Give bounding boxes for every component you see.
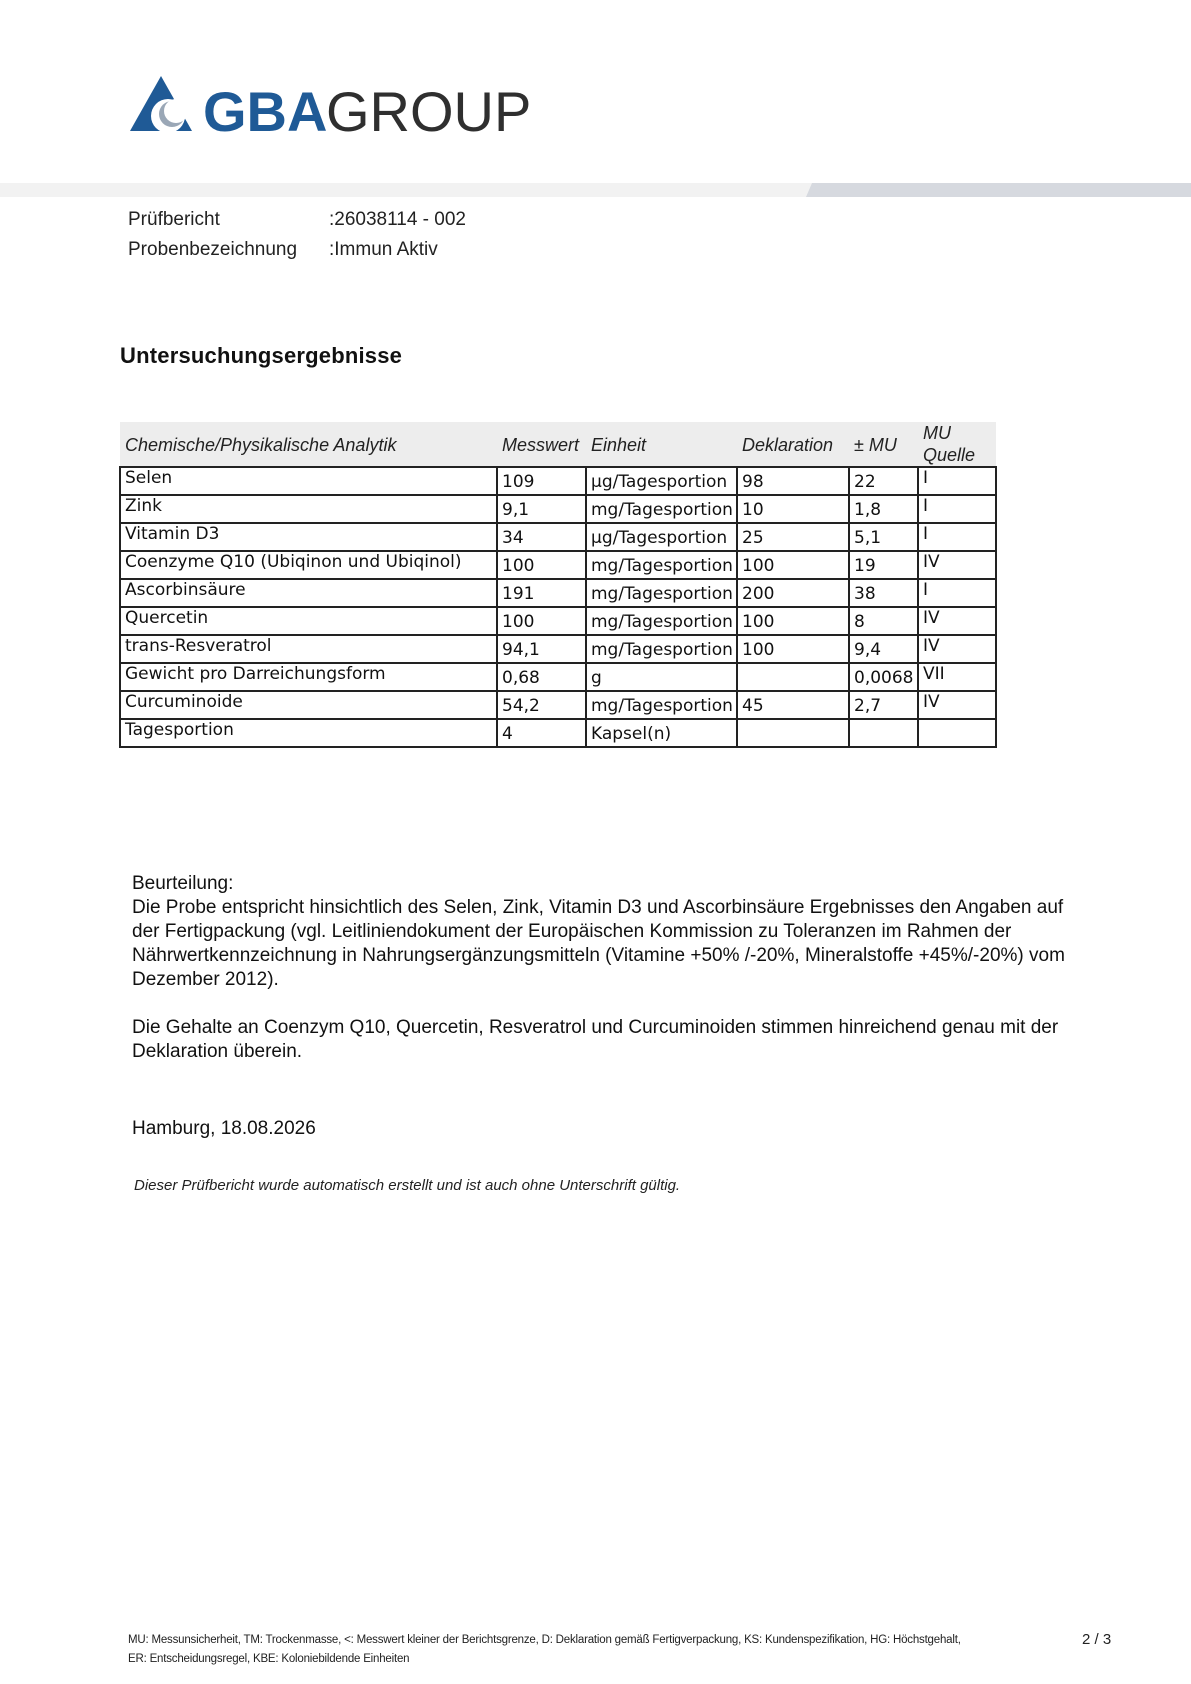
cell-mu-text: 38 (854, 584, 876, 604)
cell-parameter-text: trans-Resveratrol (125, 636, 272, 656)
header-messwert: Messwert (497, 422, 586, 467)
cell-parameter-text: Selen (125, 468, 173, 488)
cell-messwert-text: 34 (502, 528, 524, 548)
cell-parameter (120, 551, 497, 579)
cell-quelle (918, 663, 996, 691)
cell-messwert (497, 663, 586, 691)
table-row (120, 551, 996, 579)
cell-einheit (586, 467, 737, 495)
cell-einheit (586, 663, 737, 691)
cell-quelle (918, 719, 996, 747)
assessment-line: Nährwertkennzeichnung in Nahrungsergänzungsmitteln (Vitamine +50% /-20%, Mineralstoffe +45%/-20%) vom (132, 945, 1065, 966)
cell-quelle (918, 607, 996, 635)
logo-text-gba: GBA (203, 80, 328, 142)
cell-deklaration (737, 663, 849, 691)
logo-text-group: GROUP (326, 80, 532, 142)
cell-deklaration (737, 691, 849, 719)
cell-deklaration (737, 719, 849, 747)
cell-quelle-text: IV (923, 692, 940, 712)
cell-einheit (586, 579, 737, 607)
cell-deklaration (737, 467, 849, 495)
cell-messwert (497, 551, 586, 579)
footer-legend-line: MU: Messunsicherheit, TM: Trockenmasse, <: Messwert kleiner der Berichtsgrenze, D: Deklaration gemäß Fertigverpackung, KS: Kundenspezifikation, HG: Höchstgehalt, (128, 1634, 961, 1646)
assessment-paragraph-2 (132, 1016, 1092, 1064)
company-logo (130, 76, 570, 142)
cell-mu-text: 22 (854, 472, 876, 492)
cell-messwert-text: 4 (502, 724, 513, 744)
cell-einheit-text: mg/Tagesportion (591, 640, 733, 660)
cell-quelle (918, 579, 996, 607)
cell-messwert-text: 109 (502, 472, 535, 492)
cell-deklaration (737, 579, 849, 607)
cell-quelle (918, 523, 996, 551)
cell-parameter-text: Vitamin D3 (125, 524, 220, 544)
table-row (120, 495, 996, 523)
cell-quelle-text: IV (923, 552, 940, 572)
cell-deklaration-text: 100 (742, 640, 775, 660)
cell-parameter-text: Gewicht pro Darreichungsform (125, 664, 386, 684)
cell-quelle-text: VII (923, 664, 945, 684)
assessment-paragraph-1 (132, 896, 1092, 992)
cell-parameter-text: Coenzyme Q10 (Ubiqinon und Ubiqinol) (125, 552, 462, 572)
header-mu-quelle (918, 422, 996, 467)
cell-mu (849, 579, 918, 607)
cell-quelle (918, 551, 996, 579)
assessment-heading: Beurteilung: (132, 873, 234, 894)
cell-parameter-text: Tagesportion (125, 720, 234, 740)
cell-mu-text: 2,7 (854, 696, 882, 716)
cell-parameter (120, 579, 497, 607)
assessment-line: Dezember 2012). (132, 969, 279, 990)
header-parameter: Chemische/Physikalische Analytik (120, 422, 497, 467)
cell-einheit-text: mg/Tagesportion (591, 556, 733, 576)
table-header-row (120, 422, 996, 467)
cell-messwert (497, 719, 586, 747)
cell-messwert (497, 467, 586, 495)
cell-deklaration-text: 10 (742, 500, 764, 520)
header-divider-band (0, 183, 1191, 197)
cell-parameter (120, 607, 497, 635)
cell-mu-text (854, 720, 913, 724)
cell-quelle (918, 467, 996, 495)
cell-einheit-text: µg/Tagesportion (591, 528, 728, 548)
cell-mu (849, 719, 918, 747)
cell-einheit (586, 607, 737, 635)
cell-parameter (120, 635, 497, 663)
cell-mu (849, 691, 918, 719)
header-mu-quelle-line1: MU (923, 423, 951, 443)
cell-messwert-text: 191 (502, 584, 535, 604)
cell-quelle (918, 495, 996, 523)
cell-messwert (497, 523, 586, 551)
cell-quelle-text: I (923, 468, 929, 488)
cell-messwert-text: 9,1 (502, 500, 530, 520)
report-number-value: :26038114 - 002 (329, 209, 466, 230)
cell-mu (849, 551, 918, 579)
cell-deklaration-text: 100 (742, 556, 775, 576)
cell-messwert-text: 0,68 (502, 668, 540, 688)
cell-quelle-text: I (923, 580, 929, 600)
cell-mu (849, 523, 918, 551)
cell-mu-text: 0,0068 (854, 668, 914, 688)
place-and-date: Hamburg, 18.08.2026 (132, 1118, 316, 1139)
assessment-line: Deklaration überein. (132, 1041, 303, 1062)
cell-parameter (120, 523, 497, 551)
cell-quelle (918, 691, 996, 719)
automatic-report-note: Dieser Prüfbericht wurde automatisch erstellt und ist auch ohne Unterschrift gültig. (134, 1177, 681, 1194)
table-row (120, 691, 996, 719)
cell-deklaration (737, 495, 849, 523)
cell-quelle (918, 635, 996, 663)
cell-einheit-text: Kapsel(n) (591, 724, 672, 744)
page-number: 2 / 3 (1082, 1631, 1112, 1648)
report-number-label: Prüfbericht (128, 209, 220, 230)
cell-einheit-text: mg/Tagesportion (591, 612, 733, 632)
table-row (120, 467, 996, 495)
section-title: Untersuchungsergebnisse (120, 343, 403, 368)
results-table (119, 422, 997, 748)
cell-messwert-text: 94,1 (502, 640, 540, 660)
cell-deklaration-text: 45 (742, 696, 764, 716)
cell-parameter-text: Curcuminoide (125, 692, 243, 712)
cell-parameter (120, 663, 497, 691)
cell-mu (849, 635, 918, 663)
cell-deklaration (737, 635, 849, 663)
assessment-line: der Fertigpackung (vgl. Leitliniendokument der Europäischen Kommission zu Toleranzen im Rahmen der (132, 921, 1012, 942)
sample-name-label: Probenbezeichnung (128, 239, 298, 260)
cell-quelle-text: IV (923, 608, 940, 628)
cell-deklaration-text (742, 664, 844, 668)
table-row (120, 523, 996, 551)
table-row (120, 635, 996, 663)
cell-messwert-text: 100 (502, 612, 535, 632)
table-row (120, 719, 996, 747)
cell-messwert-text: 54,2 (502, 696, 540, 716)
footer-legend (128, 1631, 988, 1669)
footer-legend-line: ER: Entscheidungsregel, KBE: Koloniebildende Einheiten (128, 1653, 410, 1665)
cell-deklaration (737, 523, 849, 551)
cell-einheit (586, 495, 737, 523)
cell-quelle-text: I (923, 496, 929, 516)
cell-parameter (120, 691, 497, 719)
cell-messwert (497, 495, 586, 523)
cell-mu-text: 5,1 (854, 528, 882, 548)
cell-einheit (586, 523, 737, 551)
cell-parameter (120, 495, 497, 523)
cell-mu-text: 1,8 (854, 500, 882, 520)
cell-parameter-text: Zink (125, 496, 162, 516)
cell-einheit-text: mg/Tagesportion (591, 584, 733, 604)
cell-einheit-text: g (591, 668, 602, 688)
cell-deklaration (737, 551, 849, 579)
cell-mu-text: 19 (854, 556, 876, 576)
cell-parameter (120, 719, 497, 747)
cell-mu (849, 607, 918, 635)
cell-deklaration-text: 25 (742, 528, 764, 548)
cell-deklaration-text (742, 720, 844, 724)
cell-messwert (497, 691, 586, 719)
cell-einheit (586, 719, 737, 747)
header-deklaration: Deklaration (737, 422, 849, 467)
cell-deklaration-text: 200 (742, 584, 775, 604)
cell-einheit (586, 691, 737, 719)
assessment-line: Die Probe entspricht hinsichtlich des Selen, Zink, Vitamin D3 und Ascorbinsäure Ergebnisses den Angaben auf (132, 897, 1064, 918)
cell-mu (849, 467, 918, 495)
assessment-line: Die Gehalte an Coenzym Q10, Quercetin, Resveratrol und Curcuminoiden stimmen hinreichend genau mit der (132, 1017, 1059, 1038)
header-mu: ± MU (849, 422, 918, 467)
cell-parameter-text: Ascorbinsäure (125, 580, 246, 600)
cell-einheit (586, 635, 737, 663)
table-row (120, 663, 996, 691)
cell-einheit-text: mg/Tagesportion (591, 500, 733, 520)
cell-quelle-text: IV (923, 636, 940, 656)
header-mu-quelle-line2: Quelle (923, 445, 976, 465)
cell-messwert (497, 607, 586, 635)
cell-quelle-text: I (923, 524, 929, 544)
cell-parameter (120, 467, 497, 495)
cell-mu (849, 663, 918, 691)
table-row (120, 579, 996, 607)
cell-deklaration (737, 607, 849, 635)
cell-messwert (497, 579, 586, 607)
cell-deklaration-text: 98 (742, 472, 764, 492)
cell-mu (849, 495, 918, 523)
sample-name-value: :Immun Aktiv (329, 239, 438, 260)
cell-einheit-text: µg/Tagesportion (591, 472, 728, 492)
cell-deklaration-text: 100 (742, 612, 775, 632)
table-row (120, 607, 996, 635)
cell-parameter-text: Quercetin (125, 608, 209, 628)
gba-triangle-logo-icon (130, 76, 192, 133)
cell-messwert (497, 635, 586, 663)
header-einheit: Einheit (586, 422, 737, 467)
cell-einheit (586, 551, 737, 579)
cell-mu-text: 8 (854, 612, 865, 632)
cell-mu-text: 9,4 (854, 640, 882, 660)
cell-einheit-text: mg/Tagesportion (591, 696, 733, 716)
results-table-body (120, 467, 996, 747)
cell-messwert-text: 100 (502, 556, 535, 576)
